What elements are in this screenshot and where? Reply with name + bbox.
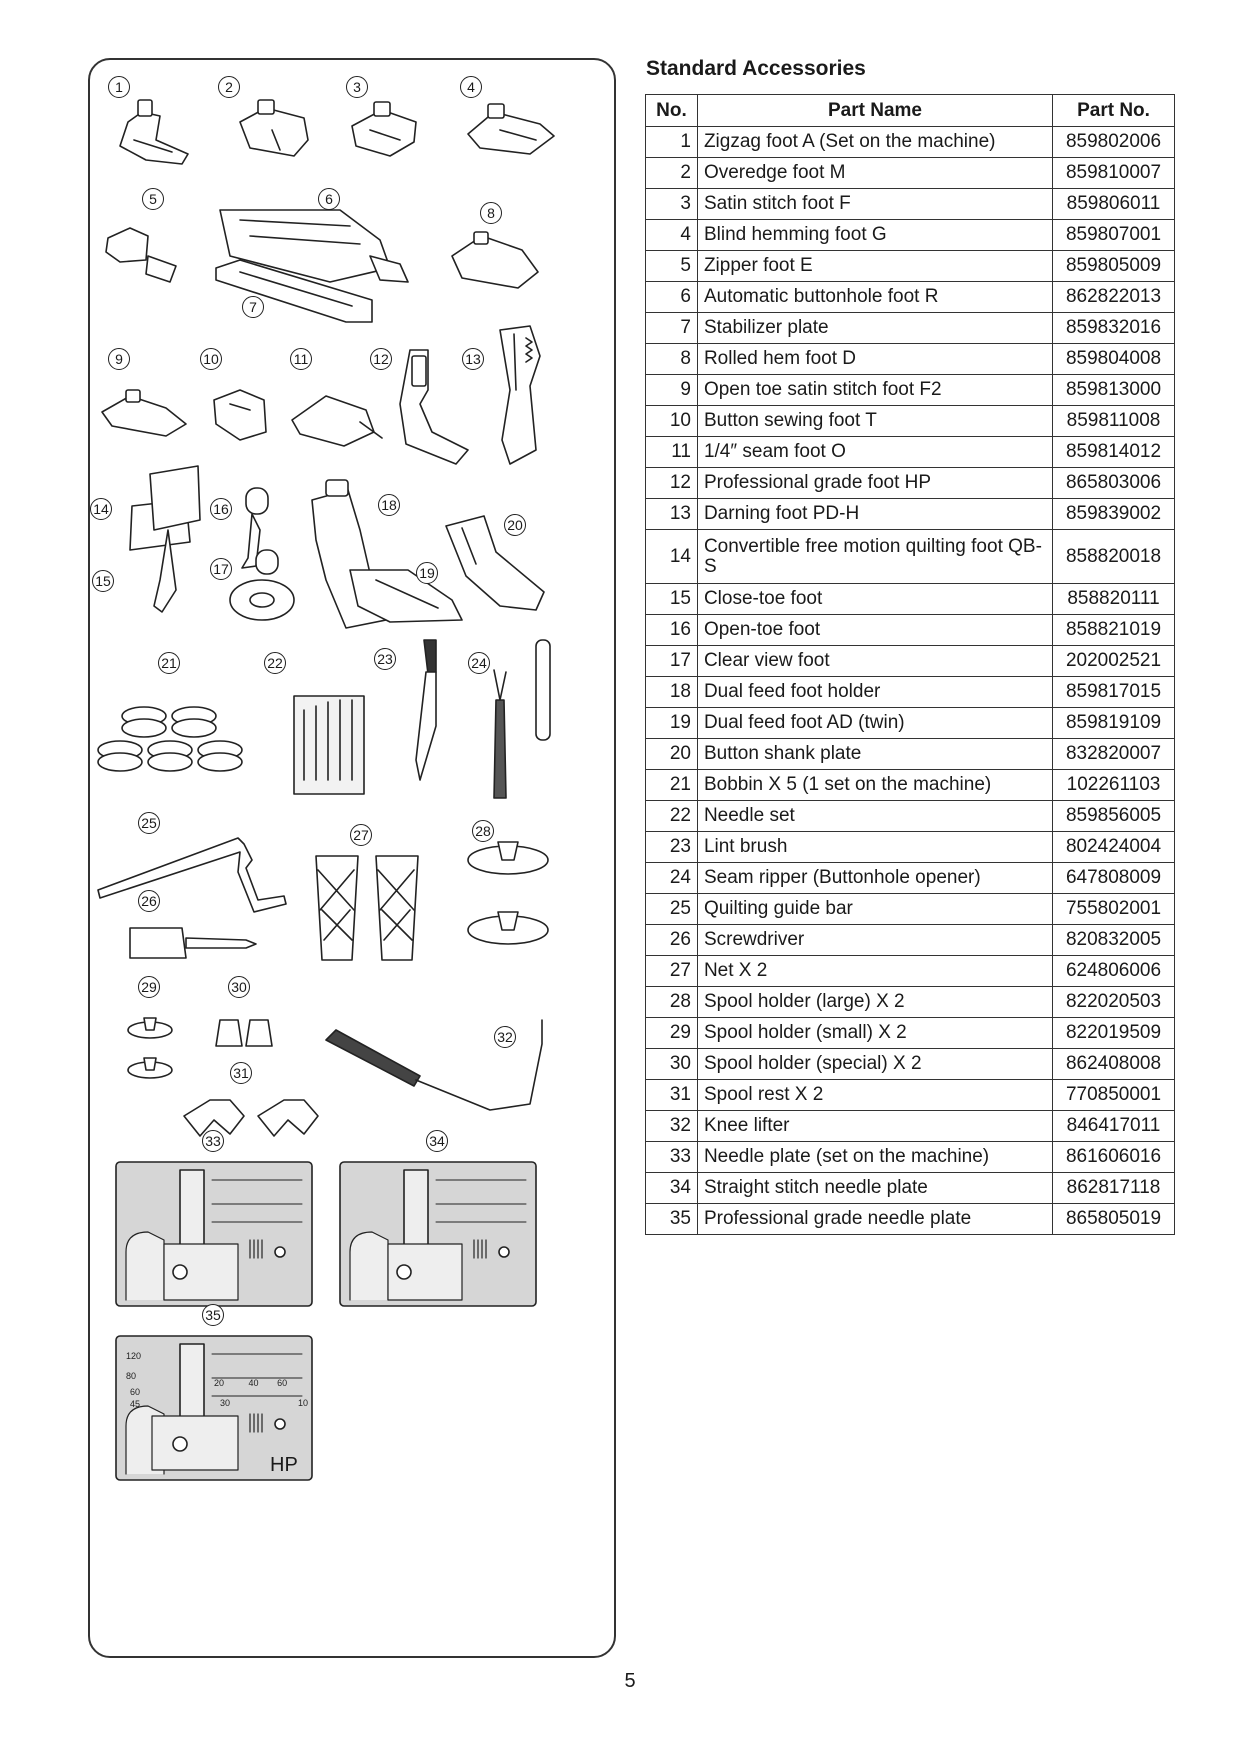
spool-holder-special-icon <box>216 1020 272 1046</box>
cell-part-name: Lint brush <box>697 832 1052 863</box>
cell-no: 32 <box>646 1111 698 1142</box>
cell-part-name: Screwdriver <box>697 925 1052 956</box>
hp-plate-label: HP <box>270 1454 298 1476</box>
plate-scale-30: 30 <box>220 1398 231 1408</box>
cell-part-no: 858820018 <box>1053 530 1175 584</box>
cell-part-no: 770850001 <box>1053 1080 1175 1111</box>
table-row <box>646 158 1175 189</box>
table-row <box>646 468 1175 499</box>
cell-part-name: Knee lifter <box>697 1111 1052 1142</box>
button-shank-plate-icon <box>446 516 544 610</box>
callout-26: 26 <box>138 890 160 912</box>
callout-7: 7 <box>242 296 264 318</box>
accessories-illustration <box>90 60 618 1660</box>
cell-no: 34 <box>646 1173 698 1204</box>
blind-hemming-foot-g-icon <box>468 104 554 154</box>
table-row <box>646 584 1175 615</box>
cell-part-no: 755802001 <box>1053 894 1175 925</box>
cell-no: 19 <box>646 708 698 739</box>
callout-16: 16 <box>210 498 232 520</box>
table-row <box>646 344 1175 375</box>
cell-no: 2 <box>646 158 698 189</box>
table-header-row <box>646 95 1175 127</box>
cell-part-no: 862817118 <box>1053 1173 1175 1204</box>
cell-part-name: Open-toe foot <box>697 615 1052 646</box>
table-row <box>646 313 1175 344</box>
table-row <box>646 770 1175 801</box>
bobbin-icon <box>98 707 242 771</box>
table-row <box>646 925 1175 956</box>
cell-no: 11 <box>646 437 698 468</box>
cell-no: 7 <box>646 313 698 344</box>
net-icon <box>316 856 418 960</box>
cell-part-name: Net X 2 <box>697 956 1052 987</box>
cell-no: 17 <box>646 646 698 677</box>
cell-part-name: Button shank plate <box>697 739 1052 770</box>
cell-part-name: Spool holder (small) X 2 <box>697 1018 1052 1049</box>
header-no: No. <box>646 95 698 127</box>
callout-32: 32 <box>494 1026 516 1048</box>
cell-part-no: 820832005 <box>1053 925 1175 956</box>
accessories-table <box>645 94 1175 1235</box>
cell-part-name: Close-toe foot <box>697 584 1052 615</box>
professional-foot-hp-icon <box>400 350 468 464</box>
cell-part-no: 859806011 <box>1053 189 1175 220</box>
page-number: 5 <box>624 1670 636 1692</box>
plate-scale-40: 40 <box>248 1378 259 1388</box>
cell-part-name: Blind hemming foot G <box>697 220 1052 251</box>
cell-part-name: Spool holder (special) X 2 <box>697 1049 1052 1080</box>
callout-9: 9 <box>108 348 130 370</box>
cell-part-no: 202002521 <box>1053 646 1175 677</box>
overedge-foot-m-icon <box>240 100 308 156</box>
cell-part-no: 859814012 <box>1053 437 1175 468</box>
cell-no: 16 <box>646 615 698 646</box>
cell-part-no: 859832016 <box>1053 313 1175 344</box>
header-part-name: Part Name <box>697 95 1052 127</box>
cell-part-no: 862822013 <box>1053 282 1175 313</box>
plate-scale-80: 80 <box>126 1371 137 1381</box>
callout-31: 31 <box>230 1062 252 1084</box>
cell-part-name: Spool holder (large) X 2 <box>697 987 1052 1018</box>
table-row <box>646 739 1175 770</box>
cell-no: 24 <box>646 863 698 894</box>
table-row <box>646 282 1175 313</box>
callout-33: 33 <box>202 1130 224 1152</box>
cell-part-name: Needle plate (set on the machine) <box>697 1142 1052 1173</box>
table-row <box>646 1049 1175 1080</box>
button-sewing-foot-t-icon <box>214 390 266 440</box>
callout-1: 1 <box>108 76 130 98</box>
cell-part-name: Clear view foot <box>697 646 1052 677</box>
cell-part-name: Zigzag foot A (Set on the machine) <box>697 127 1052 158</box>
quilting-guide-bar-icon <box>98 838 286 912</box>
callout-12: 12 <box>370 348 392 370</box>
cell-no: 35 <box>646 1204 698 1235</box>
callout-2: 2 <box>218 76 240 98</box>
cell-no: 6 <box>646 282 698 313</box>
table-row <box>646 189 1175 220</box>
cell-part-name: Stabilizer plate <box>697 313 1052 344</box>
open-toe-satin-foot-f2-icon <box>102 390 186 436</box>
cell-no: 3 <box>646 189 698 220</box>
cell-part-no: 859804008 <box>1053 344 1175 375</box>
table-row <box>646 708 1175 739</box>
header-part-no: Part No. <box>1053 95 1175 127</box>
spool-holder-large-icon <box>468 842 548 944</box>
callout-20: 20 <box>504 514 526 536</box>
cell-no: 15 <box>646 584 698 615</box>
cell-no: 25 <box>646 894 698 925</box>
cell-no: 5 <box>646 251 698 282</box>
cell-part-name: Professional grade foot HP <box>697 468 1052 499</box>
cell-no: 13 <box>646 499 698 530</box>
cell-part-no: 862408008 <box>1053 1049 1175 1080</box>
callout-34: 34 <box>426 1130 448 1152</box>
callout-3: 3 <box>346 76 368 98</box>
cell-no: 31 <box>646 1080 698 1111</box>
table-row <box>646 615 1175 646</box>
cell-no: 27 <box>646 956 698 987</box>
table-row <box>646 375 1175 406</box>
spool-rest-icon <box>184 1100 318 1136</box>
callout-29: 29 <box>138 976 160 998</box>
cell-no: 12 <box>646 468 698 499</box>
cell-part-no: 865805019 <box>1053 1204 1175 1235</box>
accessories-illustration-panel <box>88 58 616 1658</box>
callout-28: 28 <box>472 820 494 842</box>
clear-view-foot-icon <box>230 550 294 620</box>
cell-part-no: 859817015 <box>1053 677 1175 708</box>
cell-part-no: 832820007 <box>1053 739 1175 770</box>
cell-no: 8 <box>646 344 698 375</box>
cell-part-name: Overedge foot M <box>697 158 1052 189</box>
plate-scale-45: 45 <box>130 1399 141 1409</box>
quilting-foot-qb-s-icon <box>130 466 200 612</box>
plate-scale-labels <box>126 1346 141 1386</box>
cell-part-name: Dual feed foot AD (twin) <box>697 708 1052 739</box>
cell-part-name: Convertible free motion quilting foot QB-S <box>697 530 1052 584</box>
callout-15: 15 <box>92 570 114 592</box>
cell-no: 28 <box>646 987 698 1018</box>
cell-part-no: 859856005 <box>1053 801 1175 832</box>
cell-part-name: Dual feed foot holder <box>697 677 1052 708</box>
cell-part-name: Open toe satin stitch foot F2 <box>697 375 1052 406</box>
plate-scale-60-left: 60 <box>130 1387 141 1397</box>
cell-part-name: Bobbin X 5 (1 set on the machine) <box>697 770 1052 801</box>
seam-ripper-icon <box>494 640 550 798</box>
callout-13: 13 <box>462 348 484 370</box>
callout-6: 6 <box>318 188 340 210</box>
plate-scale-20: 20 <box>214 1378 225 1388</box>
cell-part-no: 624806006 <box>1053 956 1175 987</box>
needle-plate-33-icon <box>116 1162 312 1306</box>
cell-no: 9 <box>646 375 698 406</box>
cell-part-no: 802424004 <box>1053 832 1175 863</box>
screwdriver-icon <box>130 928 256 958</box>
cell-no: 14 <box>646 530 698 584</box>
cell-part-no: 859839002 <box>1053 499 1175 530</box>
page-heading: Standard Accessories <box>646 57 866 80</box>
callout-10: 10 <box>200 348 222 370</box>
cell-part-name: Needle set <box>697 801 1052 832</box>
table-row <box>646 1111 1175 1142</box>
table-row <box>646 406 1175 437</box>
table-row <box>646 801 1175 832</box>
table-row <box>646 894 1175 925</box>
callout-4: 4 <box>460 76 482 98</box>
table-row <box>646 437 1175 468</box>
cell-part-no: 859807001 <box>1053 220 1175 251</box>
plate-scale-120: 120 <box>126 1351 142 1361</box>
cell-no: 33 <box>646 1142 698 1173</box>
needle-set-icon <box>294 696 364 794</box>
cell-part-name: Spool rest X 2 <box>697 1080 1052 1111</box>
table-row <box>646 1018 1175 1049</box>
callout-22: 22 <box>264 652 286 674</box>
cell-part-no: 822019509 <box>1053 1018 1175 1049</box>
cell-part-name: Professional grade needle plate <box>697 1204 1052 1235</box>
table-row <box>646 987 1175 1018</box>
cell-no: 26 <box>646 925 698 956</box>
callout-27: 27 <box>350 824 372 846</box>
cell-part-name: Zipper foot E <box>697 251 1052 282</box>
cell-part-no: 846417011 <box>1053 1111 1175 1142</box>
table-row <box>646 1142 1175 1173</box>
cell-no: 21 <box>646 770 698 801</box>
cell-part-no: 861606016 <box>1053 1142 1175 1173</box>
cell-part-name: Straight stitch needle plate <box>697 1173 1052 1204</box>
callout-11: 11 <box>290 348 312 370</box>
cell-part-name: Quilting guide bar <box>697 894 1052 925</box>
table-row <box>646 832 1175 863</box>
cell-no: 23 <box>646 832 698 863</box>
cell-no: 30 <box>646 1049 698 1080</box>
cell-part-no: 865803006 <box>1053 468 1175 499</box>
callout-24: 24 <box>468 652 490 674</box>
table-row <box>646 1080 1175 1111</box>
cell-part-no: 859811008 <box>1053 406 1175 437</box>
cell-part-no: 822020503 <box>1053 987 1175 1018</box>
callout-8: 8 <box>480 202 502 224</box>
table-row <box>646 677 1175 708</box>
table-row <box>646 127 1175 158</box>
plate-scale-labels-left <box>130 1386 140 1410</box>
cell-part-no: 859810007 <box>1053 158 1175 189</box>
callout-19: 19 <box>416 562 438 584</box>
spool-holder-small-icon <box>128 1018 172 1078</box>
cell-part-name: 1/4″ seam foot O <box>697 437 1052 468</box>
cell-part-no: 859805009 <box>1053 251 1175 282</box>
cell-no: 1 <box>646 127 698 158</box>
table-row <box>646 863 1175 894</box>
cell-part-name: Rolled hem foot D <box>697 344 1052 375</box>
cell-no: 18 <box>646 677 698 708</box>
callout-5: 5 <box>142 188 164 210</box>
callout-17: 17 <box>210 558 232 580</box>
callout-23: 23 <box>374 648 396 670</box>
cell-no: 4 <box>646 220 698 251</box>
plate-scale-labels-right <box>214 1378 287 1388</box>
table-row <box>646 956 1175 987</box>
cell-part-name: Seam ripper (Buttonhole opener) <box>697 863 1052 894</box>
table-row <box>646 1204 1175 1235</box>
table-row <box>646 530 1175 584</box>
cell-part-no: 647808009 <box>1053 863 1175 894</box>
table-row <box>646 1173 1175 1204</box>
callout-21: 21 <box>158 652 180 674</box>
satin-stitch-foot-f-icon <box>352 102 416 156</box>
table-row <box>646 251 1175 282</box>
lint-brush-icon <box>416 640 436 780</box>
table-row <box>646 646 1175 677</box>
callout-18: 18 <box>378 494 400 516</box>
cell-part-name: Automatic buttonhole foot R <box>697 282 1052 313</box>
table-row <box>646 220 1175 251</box>
plate-scale-10: 10 <box>298 1398 309 1408</box>
cell-part-no: 858821019 <box>1053 615 1175 646</box>
darning-foot-pd-h-icon <box>500 326 540 464</box>
cell-part-name: Satin stitch foot F <box>697 189 1052 220</box>
cell-part-name: Button sewing foot T <box>697 406 1052 437</box>
callout-35: 35 <box>202 1304 224 1326</box>
callout-25: 25 <box>138 812 160 834</box>
cell-part-no: 858820111 <box>1053 584 1175 615</box>
cell-no: 20 <box>646 739 698 770</box>
cell-part-no: 859819109 <box>1053 708 1175 739</box>
callout-14: 14 <box>90 498 112 520</box>
zipper-foot-e-icon <box>106 228 176 282</box>
rolled-hem-foot-d-icon <box>452 232 538 288</box>
table-row <box>646 499 1175 530</box>
cell-no: 10 <box>646 406 698 437</box>
zigzag-foot-a-icon <box>120 100 188 164</box>
seam-foot-o-icon <box>292 396 382 446</box>
cell-no: 22 <box>646 801 698 832</box>
needle-plate-34-icon <box>340 1162 536 1306</box>
plate-scale-60: 60 <box>277 1378 288 1388</box>
callout-30: 30 <box>228 976 250 998</box>
cell-part-no: 859802006 <box>1053 127 1175 158</box>
cell-part-no: 859813000 <box>1053 375 1175 406</box>
cell-no: 29 <box>646 1018 698 1049</box>
cell-part-no: 102261103 <box>1053 770 1175 801</box>
cell-part-name: Darning foot PD-H <box>697 499 1052 530</box>
